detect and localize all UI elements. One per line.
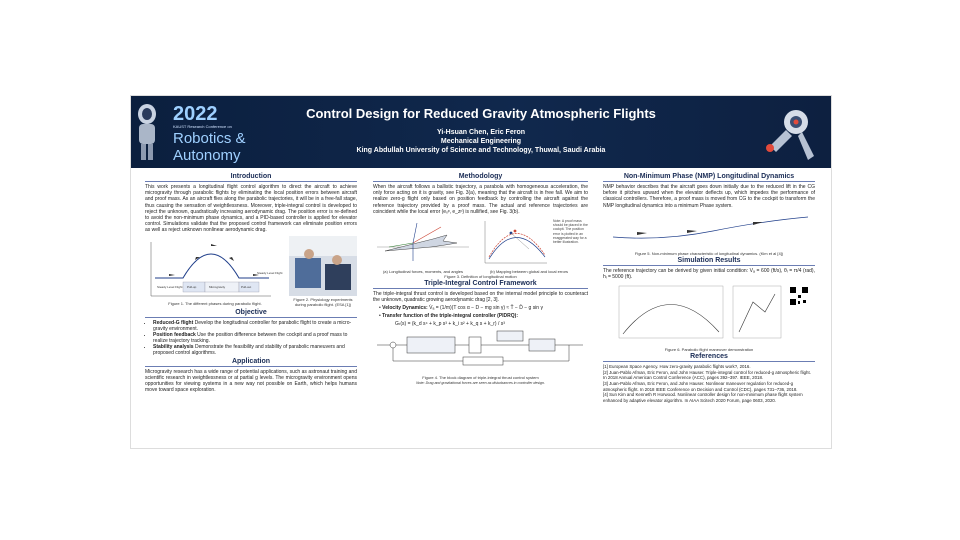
nmp-trajectory-figure [603, 211, 815, 245]
reference-item: [2] Juan-Pablo Afman, Eric Feron, and John Hauser. Triple-integral control for reduced-g atmospheric flight. In 2018 Annual American Control Conference (ACC), pages 392–397. IEEE, 2018. [603, 369, 811, 381]
robot-arm-icon [756, 100, 826, 166]
objective-list [145, 320, 357, 356]
column-left [145, 172, 357, 395]
objective-item: • Reduced-G flight Develop the longitudinal controller for parabolic flight to create a micro-gravity environment. [153, 320, 357, 332]
nmp-text: NMP behavior describes that the aircraft goes down initially due to the reduced lift in the CG before it pitches upward when the elevator deflects up, which impedes the performance of classical controllers. Therefore, a proof mass is moved from CG to the cockpit to transform the NMP longitudinal dynamics into a minimum Phase system. [603, 184, 815, 209]
figure-3-note: Note: A proof mass should be placed in the cockpit. The position error is plotted in an exaggerated way for a better illustration. [553, 219, 588, 245]
institution: King Abdullah University of Science and Technology, Thuwal, Saudi Arabia [356, 147, 606, 154]
figure-1-2-row [145, 236, 357, 308]
parabolic-maneuver-plot-left [609, 282, 729, 344]
logo-name-line1: Robotics & [173, 130, 246, 147]
qr-code-icon [789, 286, 809, 306]
logo-year: 2022 [173, 103, 218, 125]
methodology-heading: Methodology [373, 173, 588, 182]
reference-list [603, 364, 815, 403]
figure-6-caption: Figure 6. Parabolic flight maneuver demonstration [664, 347, 754, 353]
figure-4-note: Note: Drag and gravitational forces are seen as disturbances in controller design. [416, 381, 545, 386]
application-heading: Application [145, 358, 357, 367]
poster [130, 95, 832, 449]
reference-item: [3] Juan-Pablo Afman, Eric Feron, and John Hauser. Nonlinear maneuver regulation for reduced-g atmospheric flight. In 2018 IEEE Conference on Decision and Control (CDC), pages 731–736, 2018. [603, 381, 798, 392]
figure-3b-caption: (b) Mapping between global and local errors [489, 269, 569, 275]
logo-name-line2: Autonomy [173, 147, 241, 164]
application-text: Microgravity research has a wide range of potential applications, such as astronaut training and scientific research in weightlessness or at partial g levels. The microgravity environment opens opportunities for viewing systems in a new way not possible on Earth, which helps humans move toward space exploration. [145, 368, 357, 394]
objective-item: • Position feedback Use the position difference between the cockpit and a proof mass to realize trajectory tracking. [153, 332, 357, 344]
tic-heading: Triple-Integral Control Framework [373, 280, 588, 289]
parabolic-flight-phase-diagram [145, 236, 283, 302]
author-block [261, 128, 701, 155]
transfer-function-item: • Transfer function of the triple-integral controller (PIDRQ): [379, 313, 518, 320]
objective-heading: Objective [145, 309, 357, 318]
logo-subtitle: KAUST Research Conference on [173, 124, 232, 129]
department: Mechanical Engineering [440, 138, 522, 145]
banner [131, 96, 831, 168]
reference-item: [1] European Space Agency. How zero-gravity parabolic flights work?, 2016. [603, 364, 751, 370]
conference-logo [173, 104, 246, 163]
fig1-label-steady-1: Steady Level Flight [157, 284, 183, 289]
velocity-dynamics-item: • Velocity Dynamics: V̇ₐ = (1/m)(T cos α − D − mg sin γ) ≈ T̄ − D̄ − g sin γ [379, 305, 543, 312]
introduction-heading: Introduction [145, 173, 357, 182]
fig1-label-micro: Microgravity [209, 284, 226, 289]
figure-3-caption: Figure 3. Definition of longitudinal motion [444, 274, 517, 280]
longitudinal-forces-diagram [373, 217, 473, 267]
figure-5-caption: Figure 5. Non-minimum phase characteristic of longitudinal dynamics. (Kim et al [4]) [634, 250, 784, 256]
introduction-text: This work presents a longitudinal flight control algorithm to direct the aircraft to achieve microgravity through parabolic flights by eliminating the local position errors between aircraft and proof mass. As an aircraft flies along the parabolic trajectories, it will be in a free-fall stage, thus causing the sensation of weightlessness. Moreover, triple-integral control is developed to reject the unknown, quadratically increasing aerodynamic drag. The position error is re-defined to avoid the non-minimum phase dynamics, and a PID-based controller is applied for elevator control. Simulations validate that the proposed control framework can eliminate position errors as well as reject unknown nonlinear aerodynamic drag. [145, 184, 357, 234]
reference-item: [4] Sun Kim and Kenneth R Horwood. Nonlinear controller design for non-minimum phase flight system enhanced by adaptive elevator algorithm. In AIAA Scitech 2020 Forum, page 0603, 2020. [603, 392, 803, 403]
objective-item: • Stability analysis Demonstrate the feasibility and stability of parabolic maneuvers and proposed control algorithms. [153, 344, 357, 356]
figure-1-caption: Figure 1. The different phases during parabolic flight. [168, 300, 262, 306]
figure-6 [603, 282, 815, 346]
column-middle [373, 172, 588, 386]
references-heading: References [603, 353, 815, 362]
simulation-heading: Simulation Results [603, 257, 815, 266]
tic-text: The triple-integral thrust control is developed based on the internal model principle to counteract the unknown, quadratic growing aerodynamic drag [2, 3]. [373, 291, 588, 304]
figure-3a-caption: (a) Longitudinal forces, moments, and angles [382, 269, 464, 275]
column-right [603, 172, 815, 403]
fig1-label-pullup: Pull-up [187, 284, 197, 289]
transfer-function-equation: Gₜ(s) = (k_d s⁴ + k_p s³ + k_i s² + k_q s + k_r) / s³ [395, 321, 505, 328]
fig1-label-pullout: Pull-out [241, 284, 252, 289]
methodology-text: When the aircraft follows a ballistic trajectory, a parabola with homogeneous acceleration, the only force acting on it is gravity, see Fig. 3(a), meaning that the aircraft is in free fall. We aim to realize zero-g flight only based on position feedback by controlling the aircraft against the reference trajectory provided by a proof mass. The actual and reference trajectories are coincident while the local error (eₓᵖ, e_zᵖ) is nullified, see Fig. 3(b). [373, 184, 588, 215]
nmp-heading: Non-Minimum Phase (NMP) Longitudinal Dynamics [603, 173, 815, 182]
robot-figure-left-icon [133, 102, 165, 162]
fig1-label-steady-2: Steady Level Flight [257, 270, 283, 275]
parabolic-maneuver-plot-right [731, 282, 783, 344]
authors: Yi-Hsuan Chen, Eric Feron [436, 129, 526, 136]
figure-3 [373, 217, 588, 279]
poster-title: Control Design for Reduced Gravity Atmospheric Flights [306, 106, 656, 121]
figure-4-caption: Figure 4. The block diagram of triple-integral thrust control system [422, 375, 539, 381]
figure-2-caption: Figure 2. Physiology experiments during parabolic flight. (ESA [1]) [293, 296, 353, 307]
physiology-experiment-photo [289, 236, 357, 296]
simulation-text: The reference trajectory can be derived by given initial condition: Vₐ = 600 (ft/s), θᵢ = π/4 (rad), hᵢ = 5000 (ft). [603, 267, 815, 281]
global-local-error-diagram [481, 217, 551, 267]
triple-integral-block-diagram [373, 329, 588, 369]
